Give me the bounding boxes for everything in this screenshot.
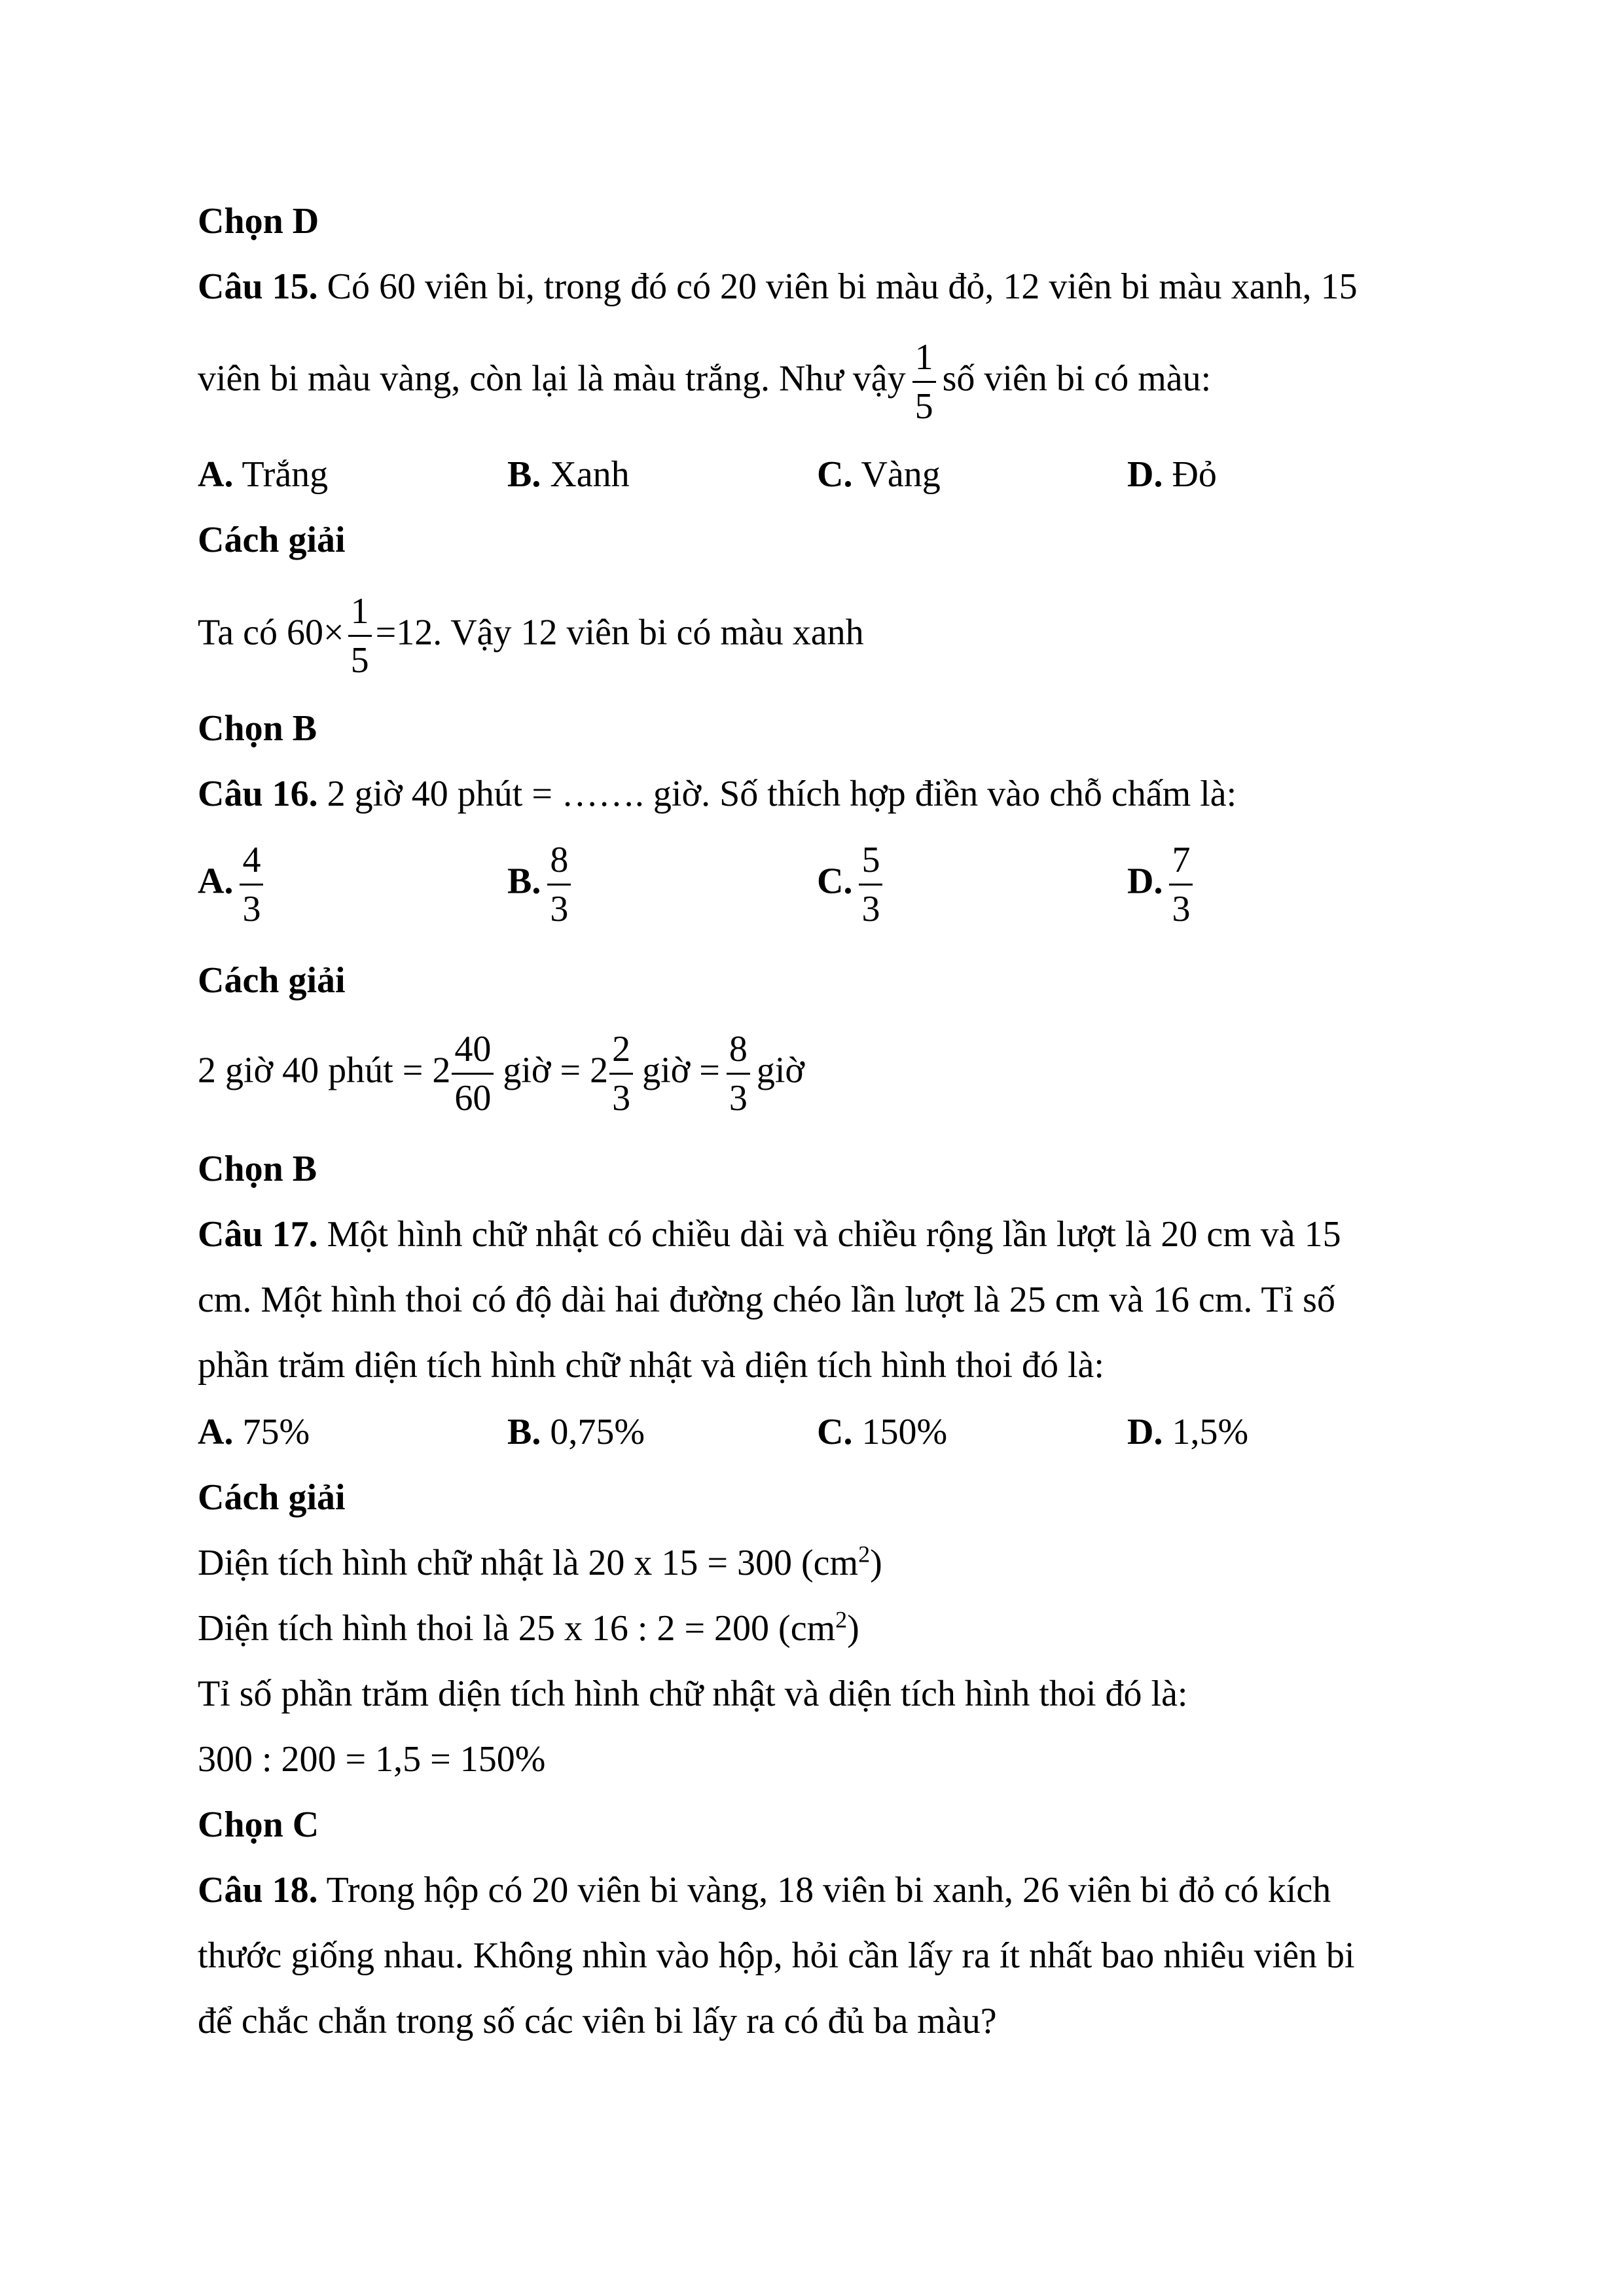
answer-q16: Chọn B [198,1149,317,1189]
solution-text: 2 giờ 40 phút = 2 [198,1050,451,1091]
solution-heading: Cách giải [198,520,346,560]
solution-line: Tỉ số phần trăm diện tích hình chữ nhật và diện tích hình thoi đó là: [198,1674,1188,1714]
fraction [348,593,372,679]
option-d [1127,456,1217,493]
question-15-line-2 [198,339,1211,425]
fraction [859,842,882,927]
option-a [198,842,270,927]
option-c [817,842,889,927]
fraction [547,842,571,927]
option-letter: B. [507,1412,541,1452]
solution-text: . Vậy 12 viên bi có màu xanh [433,612,864,653]
option-a [198,1414,310,1450]
fraction-numerator: 2 [609,1031,633,1075]
option-text: Vàng [852,454,941,495]
fraction-numerator: 40 [452,1031,494,1075]
fraction-numerator: 7 [1169,842,1193,886]
question-15-line-1 [198,268,1358,305]
question-17-line-2: cm. Một hình thoi có độ dài hai đường chéo lần lượt là 25 cm và 16 cm. Tỉ số [198,1280,1335,1320]
fraction-numerator: 8 [727,1031,750,1075]
fraction [609,1031,633,1117]
fraction-denominator: 3 [550,889,569,929]
question-text: viên bi màu vàng, còn lại là màu trắng. Như vậy [198,358,906,399]
math-expression: =12 [375,612,433,653]
option-letter: A. [198,454,234,495]
option-letter: D. [1127,861,1163,902]
question-label: Câu 16. [198,774,318,814]
fraction-numerator: 4 [240,842,263,886]
fraction-denominator: 3 [242,889,261,929]
option-letter: C. [817,454,853,495]
solution-line: 300 : 200 = 1,5 = 150% [198,1739,546,1780]
fraction [912,339,936,425]
question-text: số viên bi có màu: [942,358,1212,399]
option-letter: C. [817,1412,853,1452]
option-c [817,1414,947,1450]
math-expression: 60× [287,612,344,653]
question-text: Một hình chữ nhật có chiều dài và chiều rộng lần lượt là 20 cm và 15 [317,1214,1341,1255]
fraction-denominator: 3 [861,889,880,929]
fraction [727,1031,750,1117]
solution-line [198,1031,804,1117]
fraction-denominator: 3 [612,1078,631,1119]
option-text: Đỏ [1163,454,1217,495]
fraction-numerator: 5 [859,842,882,886]
fraction [240,842,263,927]
fraction-numerator: 8 [547,842,571,886]
question-18-line-2: thước giống nhau. Không nhìn vào hộp, hỏi cần lấy ra ít nhất bao nhiêu viên bi [198,1935,1355,1976]
solution-text: giờ = 2 [503,1050,609,1091]
option-letter: A. [198,1412,234,1452]
answer-q15: Chọn B [198,708,317,749]
option-letter: D. [1127,454,1163,495]
solution-heading: Cách giải [198,960,346,1001]
solution-text: giờ [756,1050,805,1091]
question-text: Trong hộp có 20 viên bi vàng, 18 viên bi xanh, 26 viên bi đỏ có kích [317,1870,1331,1910]
question-text: Có 60 viên bi, trong đó có 20 viên bi màu đỏ, 12 viên bi màu xanh, 15 [317,266,1358,307]
question-label: Câu 17. [198,1214,318,1255]
option-b [507,456,630,493]
question-16 [198,776,1236,812]
option-text: Xanh [541,454,630,495]
option-text: 150% [852,1412,948,1452]
option-text: 0,75% [541,1412,645,1452]
fraction-numerator: 1 [912,339,936,383]
answer-q14: Chọn D [198,201,319,242]
question-17-line-3: phần trăm diện tích hình chữ nhật và diện tích hình thoi đó là: [198,1345,1104,1386]
option-d [1127,842,1199,927]
question-text: 2 giờ 40 phút = ……. giờ. Số thích hợp điền vào chỗ chấm là: [317,774,1237,814]
option-letter: B. [507,454,541,495]
question-18-line-1 [198,1872,1331,1909]
fraction-numerator: 1 [348,593,372,637]
fraction-denominator: 5 [914,386,933,427]
question-label: Câu 18. [198,1870,318,1910]
option-letter: D. [1127,1412,1163,1452]
option-d [1127,1414,1248,1450]
option-text: 1,5% [1163,1412,1249,1452]
solution-heading: Cách giải [198,1477,346,1518]
question-17-line-1 [198,1216,1341,1253]
fraction-denominator: 3 [1172,889,1191,929]
option-letter: B. [507,861,541,902]
option-letter: A. [198,861,234,902]
option-c [817,456,941,493]
superscript: 2 [835,1606,848,1633]
paren: ) [870,1543,882,1583]
option-b [507,842,577,927]
solution-text: Ta có [198,612,287,653]
superscript: 2 [858,1541,871,1568]
solution-line [198,1541,882,1583]
fraction-denominator: 3 [729,1078,748,1119]
fraction-denominator: 60 [454,1078,492,1119]
fraction [452,1031,494,1117]
option-b [507,1414,645,1450]
answer-q17: Chọn C [198,1804,319,1845]
option-text: Trắng [233,454,329,495]
solution-line [198,593,864,679]
solution-text: giờ = [642,1050,720,1091]
solution-text: Diện tích hình chữ nhật là 20 x 15 = 300 (cm [198,1543,859,1583]
fraction [1169,842,1193,927]
solution-text: Diện tích hình thoi là 25 x 16 : 2 = 200 (cm [198,1608,836,1649]
question-label: Câu 15. [198,266,318,307]
paren: ) [847,1608,859,1649]
option-a [198,456,328,493]
solution-line [198,1606,859,1649]
option-text: 75% [233,1412,310,1452]
question-18-line-3: để chắc chắn trong số các viên bi lấy ra có đủ ba màu? [198,2001,997,2041]
fraction-denominator: 5 [350,640,369,681]
option-letter: C. [817,861,853,902]
